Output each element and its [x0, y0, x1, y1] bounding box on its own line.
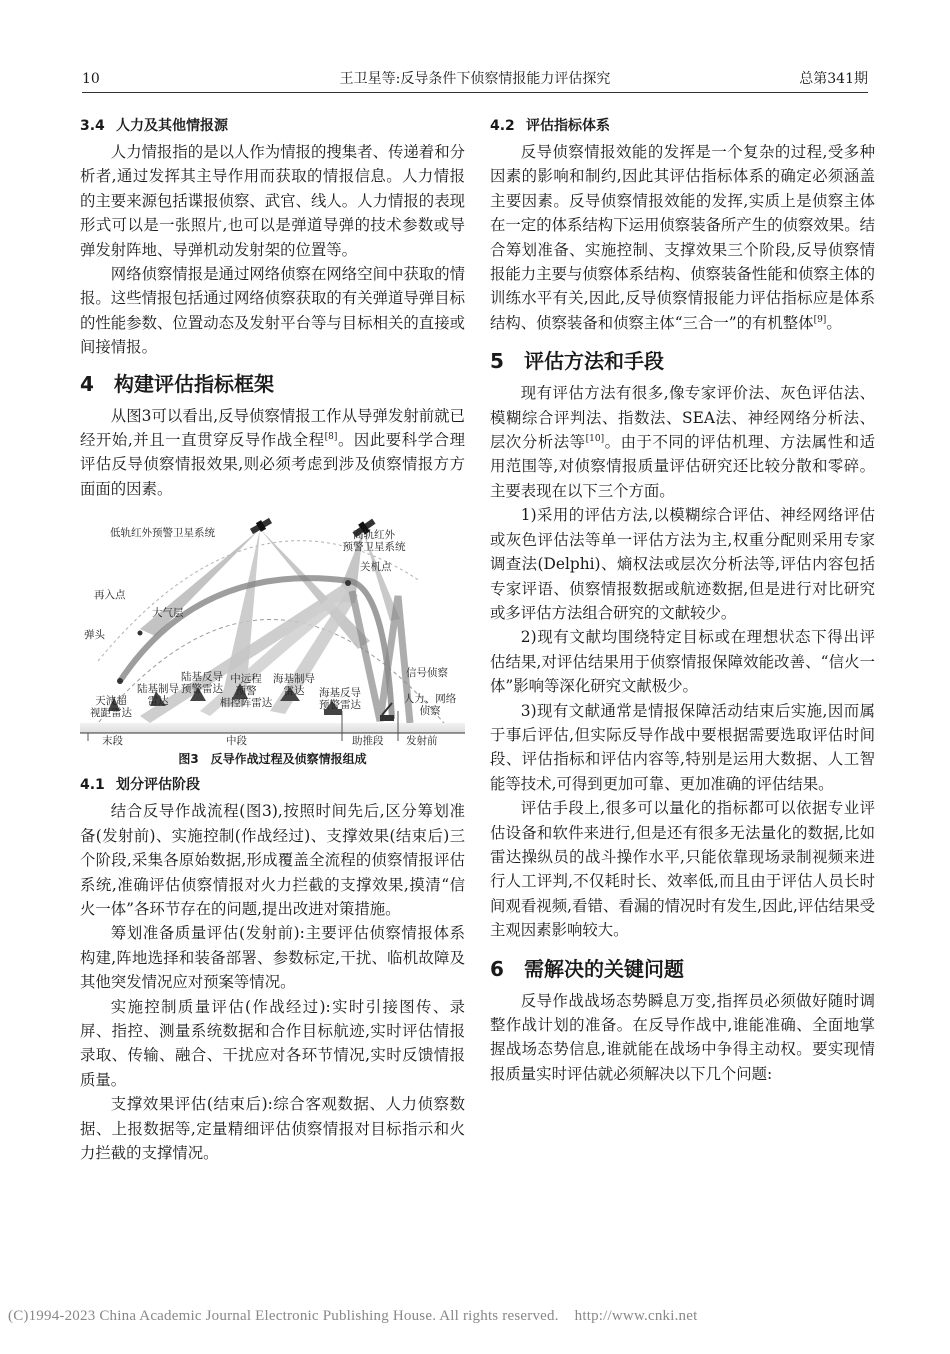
label-stage-terminal: 末段 [102, 735, 123, 748]
label-mid-range-radar: 中远程 预警 相控阵雷达 [219, 673, 273, 710]
copyright-text: (C)1994-2023 China Academic Journal Electronic Publishing House. All rights reserved. [8, 1308, 559, 1324]
right-column [490, 112, 875, 1086]
paragraph: 网络侦察情报是通过网络侦察在网络空间中获取的情报。这些情报包括通过网络侦察获取的有关弹道导弹目标的性能参数、位置动态及发射平台等与目标相关的直接或间接情报。 [80, 265, 465, 357]
issue-number: 总第341期 [799, 71, 868, 87]
label-otH-radar: 天波超 视距雷达 [90, 695, 132, 720]
paragraph: 评估手段上,很多可以量化的指标都可以依据专业评估设备和软件来进行,但是还有很多无法量化的数据,比如雷达操纵员的战斗操作水平,只能依靠现场录制视频来进行人工评判,不仅耗时长、效率低,而且由于评估人员长时间观看视频,看错、看漏的情况时有发生,因此,评估结果受主观因素影响较大。 [490, 799, 875, 940]
label-sea-guidance-radar: 海基制导 雷达 [273, 673, 315, 698]
label-land-guidance-radar: 陆基制导 雷达 [137, 683, 179, 708]
paragraph: 反导侦察情报效能的发挥是一个复杂的过程,受多种因素的影响和制约,因此其评估指标体系的确定必须涵盖主要因素。反导侦察情报效能的发挥,实质上是侦察主体在一定的体系结构下运用侦察装备所产生的侦察效果。结合筹划准备、实施控制、支撑效果三个阶段,反导侦察情报能力主要与侦察体系结构、侦察装备性能和侦察主体的训练水平有关,因此,反导侦察情报能力评估指标应是体系结构、侦察装备和侦察主体“三合一”的有机整体[9]。 [490, 143, 875, 332]
paragraph: 实施控制质量评估(作战经过):实时引接图传、录屏、指控、测量系统数据和合作目标航迹,实时评估情报录取、传输、融合、干扰应对各环节情况,实时反馈情报质量。 [80, 997, 465, 1089]
citation: [8] [324, 432, 338, 443]
citation: [10] [585, 434, 605, 445]
figure-3 [80, 511, 465, 749]
figure-caption: 图3 反导作战过程及侦察情报组成 [178, 752, 367, 767]
label-geo-satellite: 高轨红外 预警卫星系统 [342, 529, 406, 554]
citation: [9] [813, 314, 827, 325]
footer-url: http://www.cnki.net [574, 1308, 698, 1324]
heading-4: 4 构建评估指标框架 [80, 371, 274, 396]
paragraph: 从图3可以看出,反导侦察情报工作从导弹发射前就已经开始,并且一直贯穿反导作战全程[8]。因此要科学合理评估反导侦察情报效果,则必须考虑到涉及侦察情报方方面面的因素。 [80, 406, 465, 498]
paragraph: 结合反导作战流程(图3),按照时间先后,区分筹划准备(发射前)、实施控制(作战经过)、支撑效果(结束后)三个阶段,采集各原始数据,形成覆盖全流程的侦察情报评估系统,准确评估侦察情报对火力拦截的支撑效果,摸清“信火一体”各环节存在的问题,提出改进对策措施。 [80, 802, 465, 918]
paragraph: 人力情报指的是以人作为情报的搜集者、传递着和分析者,通过发挥其主导作用而获取的情报信息。人力情报的主要来源包括谍报侦察、武官、线人。人力情报的表现形式可以是一张照片,也可以是弹道导弹的技术参数或导弹发射阵地、导弹机动发射架的位置等。 [80, 143, 465, 259]
label-leo-satellite: 低轨红外预警卫星系统 [110, 527, 215, 540]
label-land-warning-radar: 陆基反导 预警雷达 [181, 671, 223, 696]
copyright-footer [8, 1308, 942, 1325]
leo-satellite-icon [250, 518, 272, 534]
paragraph: 筹划准备质量评估(发射前):主要评估侦察情报体系构建,阵地选择和装备部署、参数标定,干扰、临机故障及其他突发情况应对预案等情况。 [80, 924, 465, 992]
label-signal-intel: 信号侦察 [406, 667, 448, 680]
heading-4-1: 4.1 划分评估阶段 [80, 777, 200, 794]
label-stage-mid: 中段 [226, 735, 247, 748]
label-humint-network: 人力、网络 侦察 [403, 693, 457, 718]
label-reentry-point: 再入点 [94, 589, 126, 602]
paragraph: 1)采用的评估方法,以模糊综合评估、神经网络评估或灰色评估法等单一评估方法为主,权重分配则采用专家调查法(Delphi)、熵权法或层次分析法等,评估内容包括专家评语、侦察情报数据或航迹数据,但是进行对比研究或多评估方法组合研究的文献较少。 [490, 506, 875, 622]
heading-5: 5 评估方法和手段 [490, 349, 664, 374]
label-warhead: 弹头 [84, 629, 105, 642]
left-column [80, 112, 465, 1165]
label-stage-boost: 助推段 [352, 735, 384, 748]
label-atmosphere: 大气层 [152, 607, 184, 620]
heading-6: 6 需解决的关键问题 [490, 956, 684, 981]
page-header [82, 68, 868, 93]
paragraph: 反导作战战场态势瞬息万变,指挥员必须做好随时调整作战计划的准备。在反导作战中,谁能准确、全面地掌握战场态势信息,谁就能在战场中争得主动权。要实现情报质量实时评估就必须解决以下几个问题: [490, 991, 875, 1083]
label-sea-warning-radar: 海基反导 预警雷达 [319, 687, 361, 712]
label-stage-prelaunch: 发射前 [406, 735, 438, 748]
paragraph: 现有评估方法有很多,像专家评价法、灰色评估法、模糊综合评判法、指数法、SEA法、神经网络分析法、层次分析法等[10]。由于不同的评估机理、方法属性和适用范围等,对侦察情报质量评估研究还比较分散和零碎。主要表现在以下三个方面。 [490, 384, 875, 500]
running-title: 王卫星等:反导条件下侦察情报能力评估探究 [339, 71, 611, 87]
page-number: 10 [82, 71, 100, 87]
heading-3-4: 3.4 人力及其他情报源 [80, 118, 228, 134]
paragraph: 2)现有文献均围绕特定目标或在理想状态下得出评估结果,对评估结果用于侦察情报保障效能改善、“信火一体”影响等深化研究文献极少。 [490, 628, 875, 696]
paragraph: 3)现有文献通常是情报保障活动结束后实施,因而属于事后评估,但实际反导作战中要根据需要选取评估时间段、评估指标和评估内容等,特别是运用大数据、人工智能等技术,可得到更加可靠、更加准确的评估结果。 [490, 701, 875, 793]
label-shutdown-point: 关机点 [360, 561, 392, 574]
paragraph: 支撑效果评估(结束后):综合客观数据、人力侦察数据、上报数据等,定量精细评估侦察情报对目标指示和火力拦截的支撑情况。 [80, 1095, 465, 1162]
heading-4-2: 4.2 评估指标体系 [490, 118, 610, 134]
